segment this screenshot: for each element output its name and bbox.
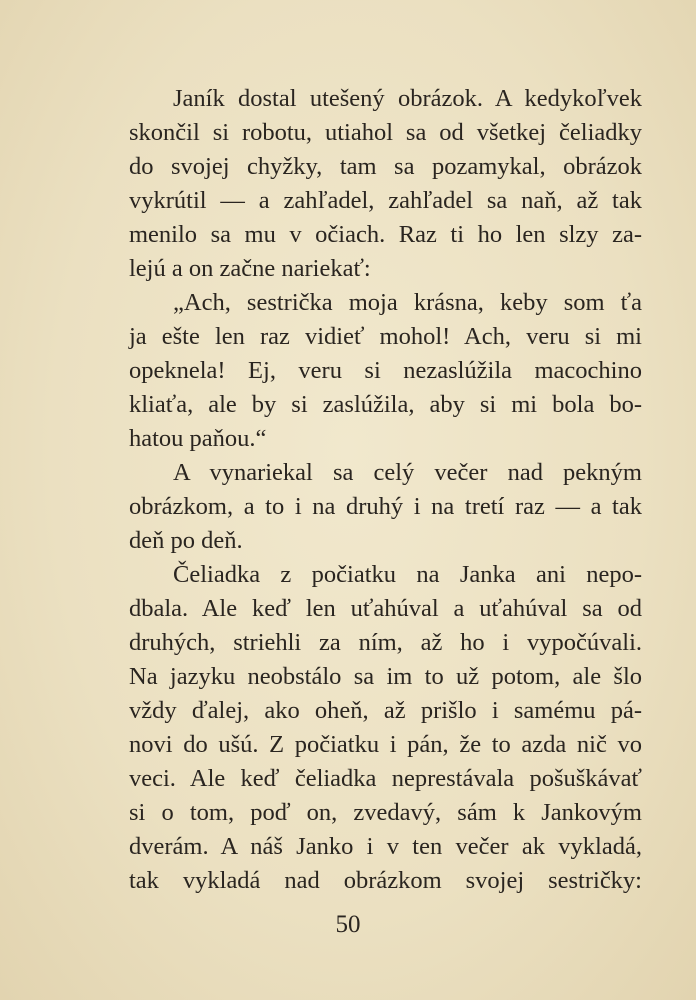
text-line: dverám. A náš Janko i v ten večer ak vykladá,: [129, 833, 642, 860]
text-line: Čeliadka z počiatku na Janka ani nepo-: [173, 561, 642, 588]
page-number: 50: [335, 911, 361, 938]
text-line: vykrútil — a zahľadel, zahľadel sa naň, až tak: [129, 187, 642, 214]
text-line: veci. Ale keď čeliadka neprestávala pošuškávať: [129, 765, 642, 792]
text-line: ja ešte len raz vidieť mohol! Ach, veru si mi: [129, 323, 642, 350]
text-line: novi do ušú. Z počiatku i pán, že to azda nič vo: [129, 731, 642, 758]
text-line: opeknela! Ej, veru si nezaslúžila macochino: [129, 357, 642, 384]
text-line: „Ach, sestrička moja krásna, keby som ťa: [173, 289, 642, 316]
text-line: skončil si robotu, utiahol sa od všetkej čeliadky: [129, 119, 642, 146]
text-line: deň po deň.: [129, 527, 243, 554]
text-line: menilo sa mu v očiach. Raz ti ho len slzy za-: [129, 221, 642, 248]
text-line: hatou paňou.“: [129, 425, 267, 452]
text-line: kliaťa, ale by si zaslúžila, aby si mi bola bo-: [129, 391, 642, 418]
text-line: do svojej chyžky, tam sa pozamykal, obrázok: [129, 153, 642, 180]
text-line: vždy ďalej, ako oheň, až prišlo i samému pá-: [129, 697, 642, 724]
text-line: druhých, striehli za ním, až ho i vypočúvali.: [129, 629, 642, 656]
text-line: dbala. Ale keď len uťahúval a uťahúval sa od: [129, 595, 642, 622]
text-line: lejú a on začne nariekať:: [129, 255, 371, 282]
text-line: Janík dostal utešený obrázok. A kedykoľvek: [173, 85, 642, 112]
text-line: obrázkom, a to i na druhý i na tretí raz — a tak: [129, 493, 642, 520]
text-line: A vynariekal sa celý večer nad pekným: [173, 459, 642, 486]
text-line: si o tom, poď on, zvedavý, sám k Jankovým: [129, 799, 642, 826]
body-text: [129, 82, 642, 898]
text-line: Na jazyku neobstálo sa im to už potom, ale šlo: [129, 663, 642, 690]
text-line: tak vykladá nad obrázkom svojej sestričky:: [129, 867, 642, 894]
